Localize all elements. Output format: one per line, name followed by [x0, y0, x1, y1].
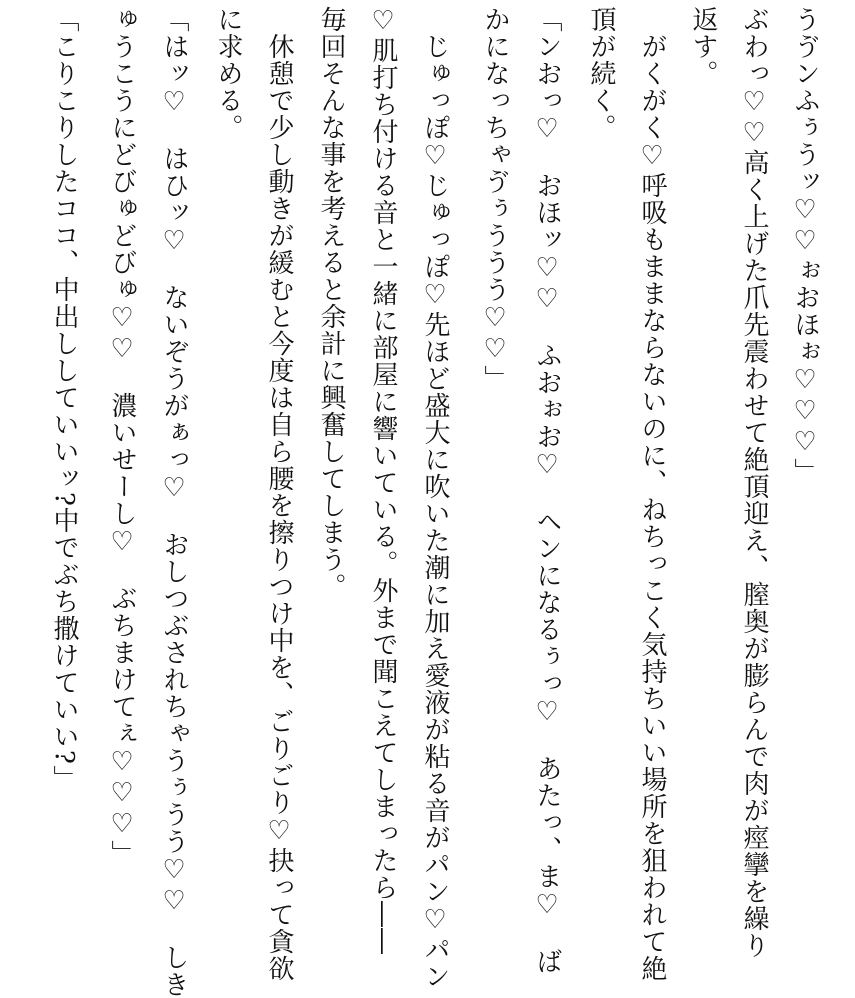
text-column-13: 「はッ♡ はひッ♡ ないぞうがぁっ♡ おしつぶされちゃうぅうう♡♡ しき	[159, 6, 189, 998]
text-column-6: 「ンおっ♡ おほッ♡♡ ふおぉお♡ ヘンになるぅっ♡ あたっ、ま♡ ば	[532, 6, 562, 975]
text-column-15: 「こりこりしたココ、中出ししていいッ?中でぶち撒けていい?」	[49, 6, 79, 792]
text-column-3: 返す。	[688, 6, 718, 87]
text-column-2: ぶわっ♡♡高く上げた爪先震わせて絶頂迎え、膣奥が膨らんで肉が痙攣を繰り	[739, 6, 769, 959]
text-column-5: 頂が続く。	[586, 6, 616, 141]
text-column-11: 休憩で少し動きが緩むと今度は自ら腰を擦りつけ中を、ごりごり♡抉って貪欲	[264, 6, 294, 982]
text-column-1: うゔンふぅうッ♡♡ぉおほぉ♡♡♡」	[790, 6, 820, 485]
text-column-10: 毎回そんな事を考えると余計に興奮してしまう。	[316, 6, 346, 600]
text-column-8: じゅっぽ♡じゅっぽ♡先ほど盛大に吹いた潮に加え愛液が粘る音がパン♡パン	[420, 6, 450, 990]
text-column-14: ゅうこうにどびゅどびゅ♡♡ 濃いせーし♡ ぶちまけてぇ♡♡♡」	[107, 6, 137, 867]
text-column-9: ♡肌打ち付ける音と一緒に部屋に響いている。外まで聞こえてしまったら――	[368, 6, 398, 955]
text-column-4: がくがく♡呼吸もままならないのに、ねちっこく気持ちいい場所を狙われて絶	[637, 6, 667, 982]
text-column-12: に求める。	[213, 6, 243, 141]
text-column-7: かになっちゃゔぅううう♡♡」	[480, 6, 510, 392]
